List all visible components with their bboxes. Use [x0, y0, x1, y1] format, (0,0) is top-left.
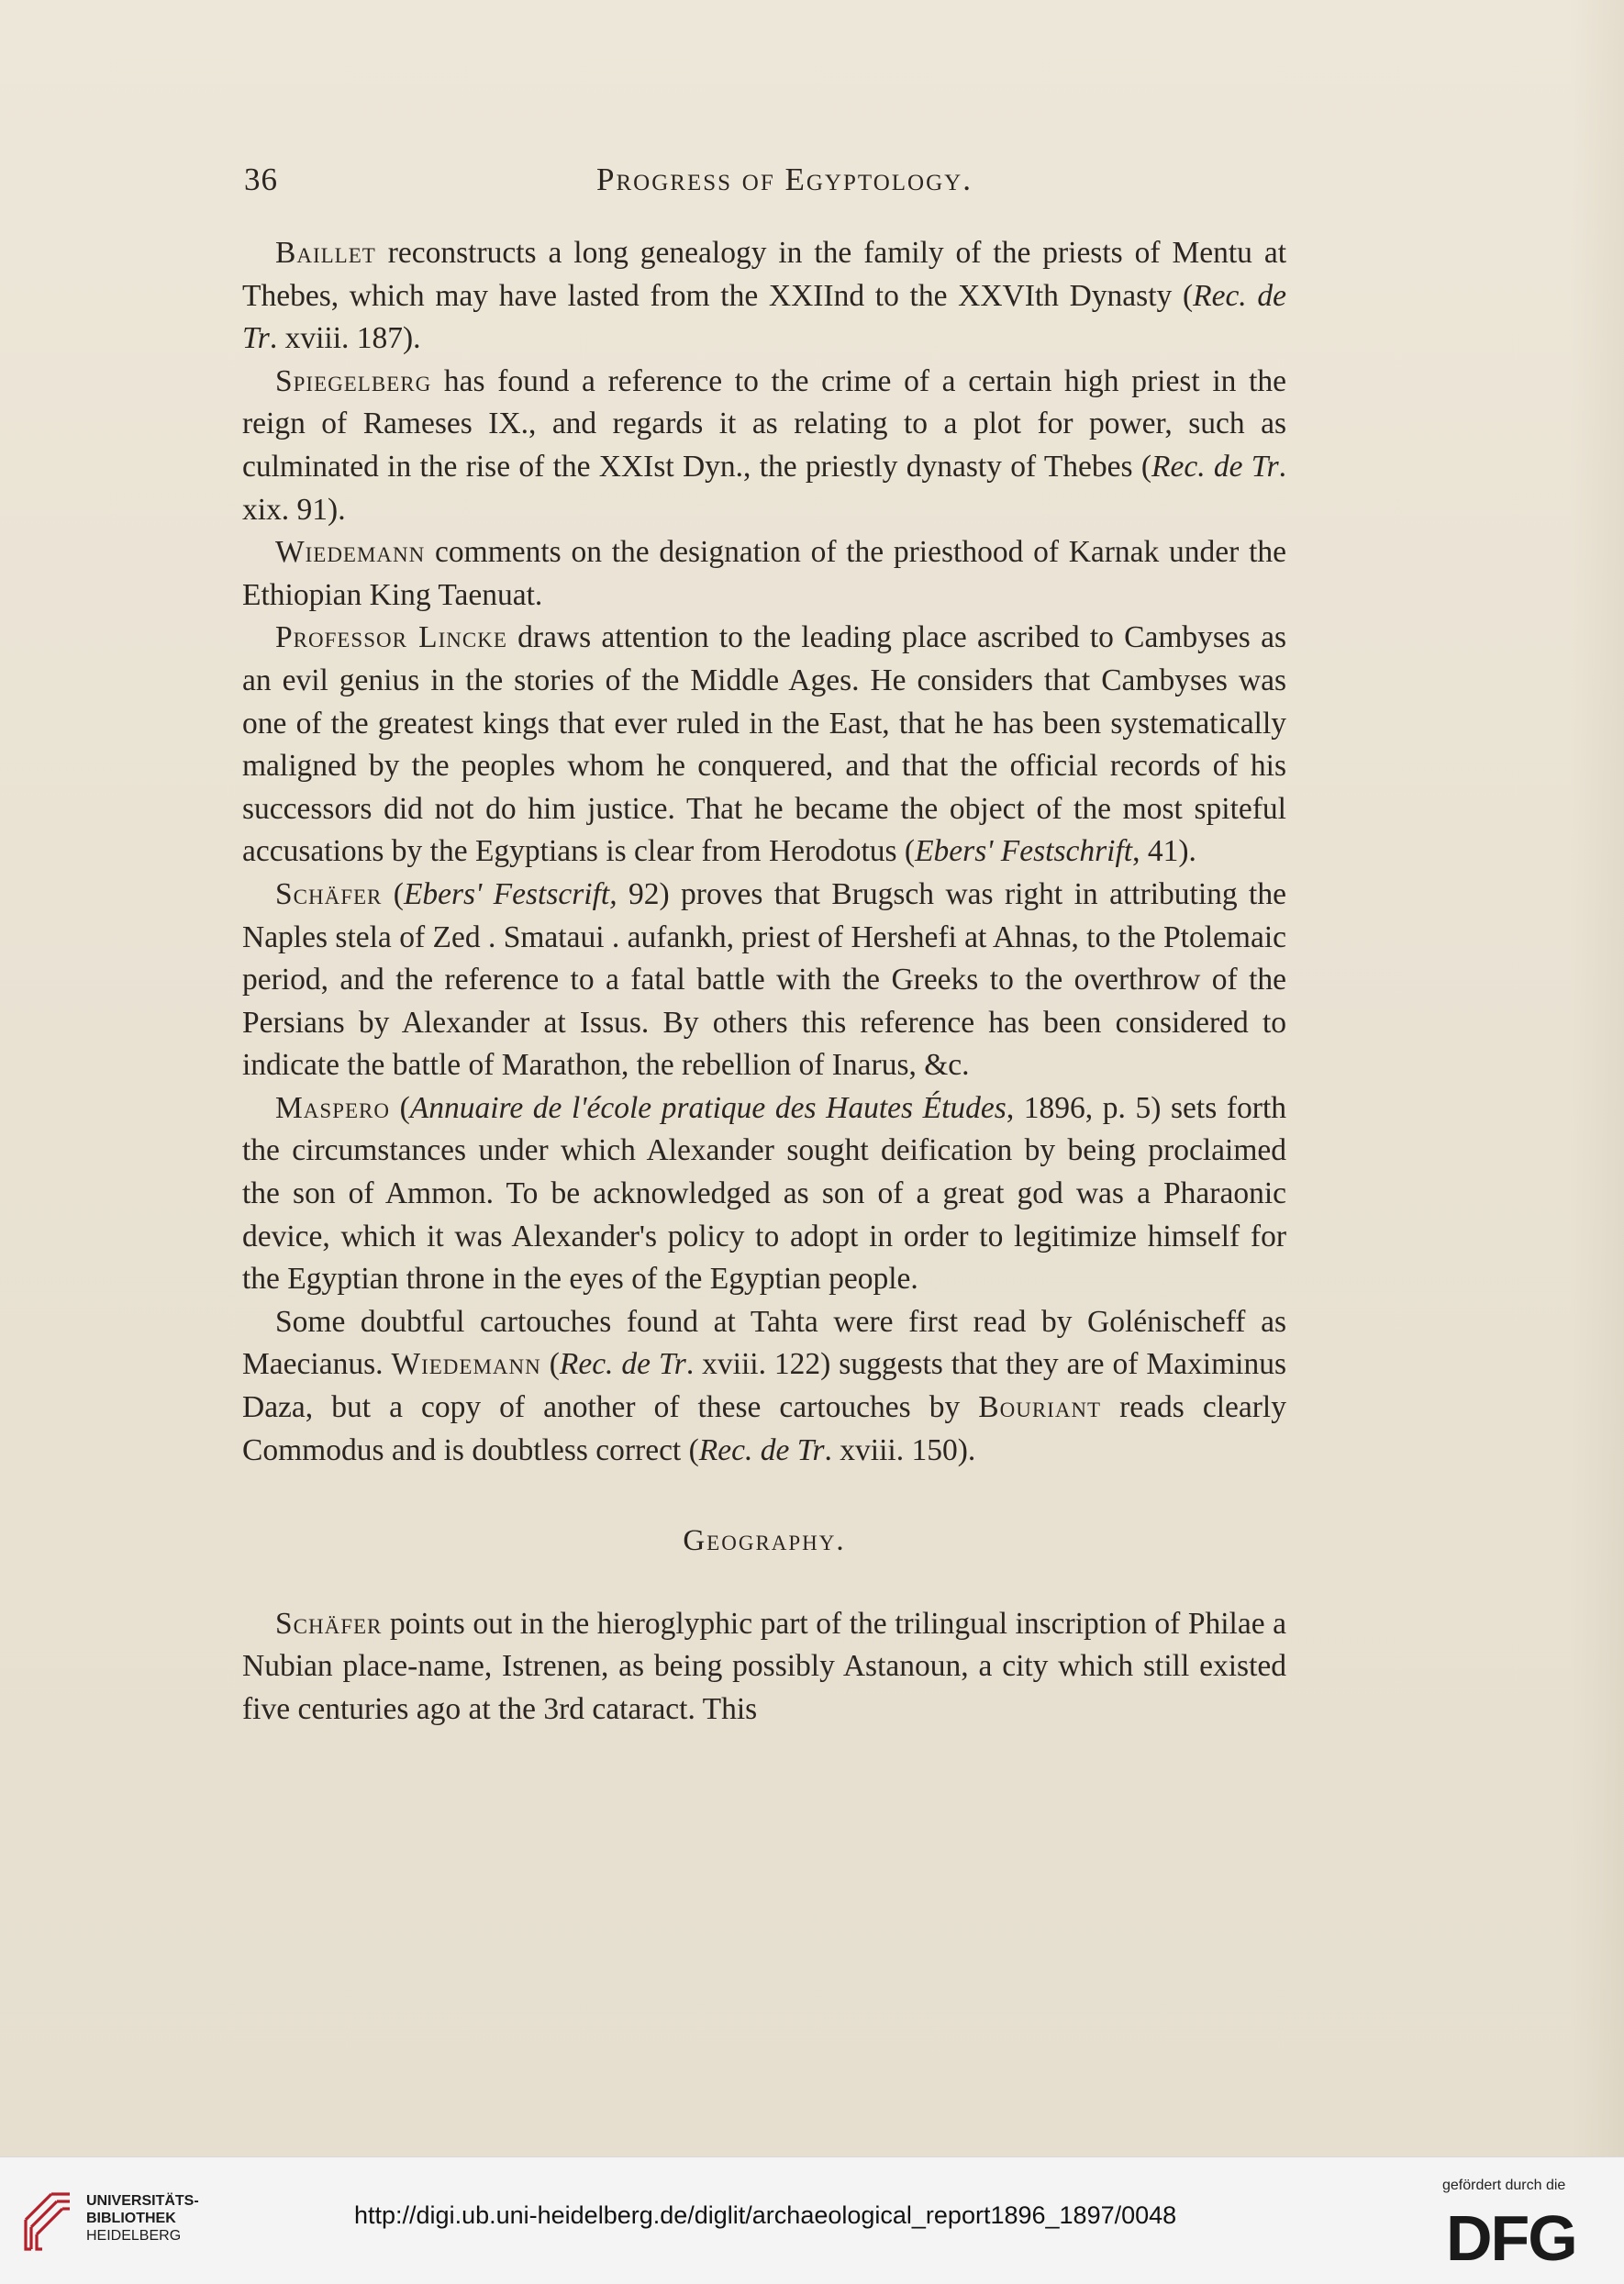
author-name: Professor Lincke	[275, 620, 507, 655]
paragraph	[242, 1603, 1286, 1732]
citation: Rec. de Tr	[1151, 449, 1279, 484]
author-name: Baillet	[275, 236, 376, 270]
paragraph	[242, 1087, 1286, 1301]
library-name	[86, 2192, 199, 2245]
dfg-logo-icon	[1444, 2203, 1591, 2269]
paragraph-text: draws attention to the leading place ascribed to Cambyses as an evil genius in the stories of the Middle Ages. He considers that Cambyses was one of the greatest kings that ever ruled in the East, that he has been systematically maligned by the peoples whom he conquered, and that the official records of his successors did not do him justice. That he became the object of the most spiteful accusations by the Egyptians is clear from Herodotus (	[242, 620, 1286, 869]
page-number: 36	[244, 162, 278, 197]
paragraph-text: , 1896, p. 5) sets forth the circumstances under which Alexander sought deification by being proclaimed the son of Ammon. To be acknowledged as son of a great god was a Pharaonic device, which it was Alexander's policy to adopt in order to legitimize himself for the Egyptian throne in the eyes of the Egyptian people.	[242, 1090, 1286, 1297]
library-name-line: HEIDELBERG	[86, 2228, 182, 2244]
paragraph-text: (	[382, 876, 404, 911]
citation: Rec. de Tr	[559, 1347, 686, 1382]
citation: Ebers' Festschrift	[915, 834, 1133, 869]
citation: Ebers' Festscrift,	[403, 876, 617, 911]
paragraph-text: reconstructs a long genealogy in the family of the priests of Mentu at Thebes, which may have lasted from the XXIInd to the XXVIth Dynasty (	[242, 236, 1286, 313]
paragraph	[242, 874, 1286, 1087]
paragraph	[242, 232, 1286, 361]
paragraph-text: (	[389, 1090, 410, 1125]
paragraph	[242, 617, 1286, 874]
paragraph-text: . xix. 91).	[242, 449, 1286, 527]
author-name: Bouriant	[978, 1390, 1102, 1425]
author-name: Spiegelberg	[275, 363, 432, 398]
author-name: Wiedemann	[275, 535, 426, 570]
author-name: Schäfer	[275, 1606, 383, 1641]
library-name-line: BIBLIOTHEK	[86, 2211, 176, 2226]
body-text	[242, 232, 1286, 1732]
section-heading: Geography.	[683, 1524, 846, 1558]
citation: Rec. de Tr	[698, 1432, 825, 1467]
paragraph	[242, 361, 1286, 531]
citation: Annuaire de l'école pratique des Hautes Études	[409, 1090, 1007, 1125]
paragraph-text: Some doubtful cartouches found at Tahta were first read by Golénischeff as Maecianus.	[242, 1304, 1286, 1382]
paragraph	[242, 531, 1286, 617]
paragraph-text: , 41).	[1132, 834, 1196, 869]
library-logo-icon	[20, 2183, 75, 2255]
running-title: Progress of Egyptology.	[596, 162, 973, 197]
funding-caption: gefördert durch die	[1442, 2178, 1566, 2193]
svg-text:DFG: DFG	[1446, 2203, 1576, 2269]
library-name-line: UNIVERSITÄTS-	[86, 2193, 199, 2209]
paragraph-text: . xviii. 150).	[824, 1432, 976, 1467]
author-name: Wiedemann	[391, 1347, 541, 1382]
page-header	[244, 162, 1288, 207]
permalink-url[interactable]: http://digi.ub.uni-heidelberg.de/diglit/archaeological_report1896_1897/0048	[354, 2201, 1177, 2229]
paragraph-text: 92) proves that Brugsch was right in attributing the Naples stela of Zed . Smataui . aufankh, priest of Hershefi at Ahnas, to the Ptolemaic period, and the reference to a fatal battle with the Greeks to the overthrow of the Persians by Alexander at Issus. By others this reference has been considered to indicate the battle of Marathon, the rebellion of Inarus, &c.	[242, 876, 1286, 1083]
author-name: Schäfer	[275, 876, 383, 911]
citation: Rec. de Tr	[242, 278, 1286, 356]
author-name: Maspero	[275, 1090, 390, 1125]
paragraph-text: (	[540, 1347, 560, 1382]
paragraph-text: has found a reference to the crime of a certain high priest in the reign of Rameses IX., and regards it as relating to a plot for power, such as culminated in the rise of the XXIst Dyn., the priestly dynasty of Thebes (	[242, 363, 1286, 484]
digitization-footer	[0, 2156, 1624, 2284]
paragraph-text: reads clearly Commodus and is doubtless correct (	[242, 1390, 1286, 1467]
paragraph	[242, 1301, 1286, 1472]
paragraph-text: points out in the hieroglyphic part of the trilingual inscription of Philae a Nubian place-name, Istrenen, as being possibly Astanoun, a city which still existed five centuries ago at the 3rd cataract. This	[242, 1606, 1286, 1726]
paragraph-text: comments on the designation of the priesthood of Karnak under the Ethiopian King Taenuat.	[242, 535, 1286, 612]
paragraph-text: . xviii. 122) suggests that they are of Maximinus Daza, but a copy of another of these cartouches by	[242, 1347, 1286, 1425]
paragraph-text: . xviii. 187).	[269, 321, 421, 356]
